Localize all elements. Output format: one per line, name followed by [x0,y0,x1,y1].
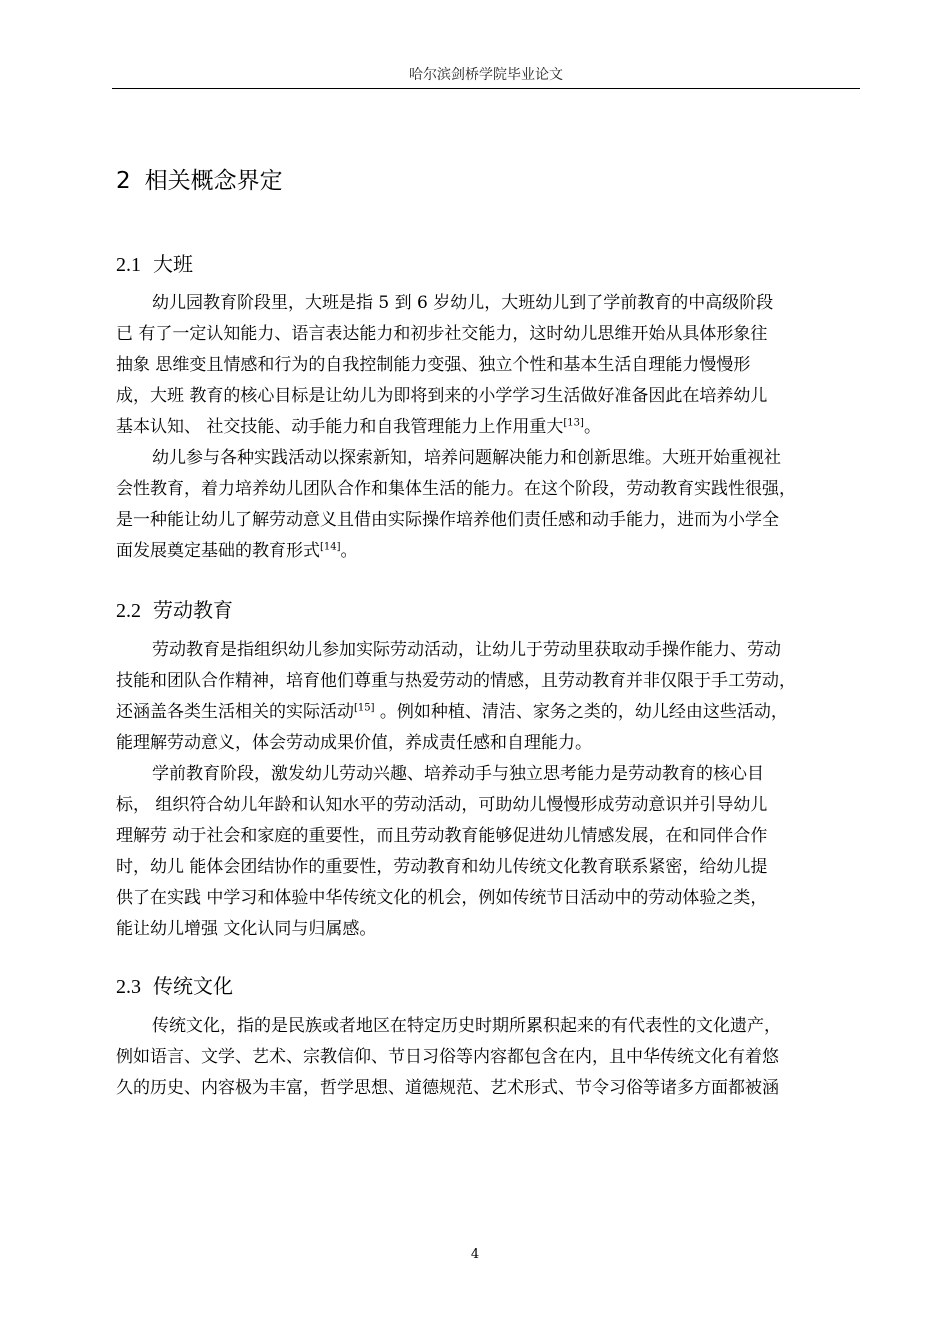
text-line: 学前教育阶段，激发幼儿劳动兴趣、培养动手与独立思考能力是劳动教育的核心目 [152,764,764,784]
section-heading-2-1 [116,248,193,277]
text-tail: 。 [340,541,358,561]
citation-ref: [15] [354,702,375,714]
text-line: 是一种能让幼儿了解劳动意义且借由实际操作培养他们责任感和动手能力，进而为小学全 [116,510,779,530]
paragraph-2-1-b [116,443,866,567]
text-line: 久的历史、内容极为丰富，哲学思想、道德规范、艺术形式、节令习俗等诸多方面都被涵 [116,1078,779,1098]
paragraph-2-2-a [116,635,866,759]
text-line: 供了在实践 中学习和体验中华传统文化的机会，例如传统节日活动中的劳动体验之类， [116,888,768,908]
citation-ref: [14] [320,541,341,553]
text-line: 能让幼儿增强 文化认同与归属感。 [116,919,377,939]
text-line: 劳动教育是指组织幼儿参加实际劳动活动，让幼儿于劳动里获取动手操作能力、劳动 [152,640,781,660]
section-title: 大班 [153,252,193,276]
text-line: 基本认知、 社交技能、动手能力和自我管理能力上作用重大 [116,417,564,437]
text-line: 例如语言、文学、艺术、宗教信仰、节日习俗等内容都包含在内，且中华传统文化有着悠 [116,1047,779,1067]
header-divider [112,88,860,89]
text-line: 技能和团队合作精神，培育他们尊重与热爱劳动的情感，且劳动教育并非仅限于手工劳动， [116,671,796,691]
text-line: 时，幼儿 能体会团结协作的重要性，劳动教育和幼儿传统文化教育联系紧密，给幼儿提 [116,857,768,877]
text-line: 面发展奠定基础的教育形式 [116,541,320,561]
section-title: 传统文化 [153,974,233,998]
text-line: 抽象 思维变且情感和行为的自我控制能力变强、独立个性和基本生活自理能力慢慢形 [116,355,751,375]
chapter-number: 2 [116,168,131,194]
text-line: 幼儿园教育阶段里，大班是指 5 到 6 岁幼儿，大班幼儿到了学前教育的中高级阶段 [152,293,774,313]
text-line: 。例如种植、清洁、家务之类的，幼儿经由这些活动， [374,702,788,722]
text-line: 幼儿参与各种实践活动以探索新知，培养问题解决能力和创新思维。大班开始重视社 [152,448,781,468]
text-line: 会性教育，着力培养幼儿团队合作和集体生活的能力。在这个阶段，劳动教育实践性很强， [116,479,796,499]
text-line-with-ref [116,697,866,728]
chapter-title: 相关概念界定 [144,168,283,194]
text-line: 标， 组织符合幼儿年龄和认知水平的劳动活动，可助幼儿慢慢形成劳动意识并引导幼儿 [116,795,768,815]
text-line-with-ref [116,536,866,567]
running-header: 哈尔滨剑桥学院毕业论文 [409,67,563,83]
text-line: 能理解劳动意义，体会劳动成果价值，养成责任感和自理能力。 [116,733,592,753]
paragraph-2-1-a [116,288,866,443]
section-number: 2.3 [116,976,141,998]
text-line: 理解劳 动于社会和家庭的重要性，而且劳动教育能够促进幼儿情感发展，在和同伴合作 [116,826,768,846]
section-number: 2.1 [116,254,141,276]
text-line-with-ref [116,412,866,443]
text-line: 已 有了一定认知能力、语言表达能力和初步社交能力，这时幼儿思维开始从具体形象往 [116,324,768,344]
section-title: 劳动教育 [153,598,233,622]
section-heading-2-2 [116,594,233,623]
section-heading-2-3 [116,970,233,999]
text-tail: 。 [583,417,601,437]
paragraph-2-2-b [116,759,866,945]
text-line: 传统文化，指的是民族或者地区在特定历史时期所累积起来的有代表性的文化遗产， [152,1016,781,1036]
text-line: 成，大班 教育的核心目标是让幼儿为即将到来的小学学习生活做好准备因此在培养幼儿 [116,386,768,406]
citation-ref: [13] [563,417,584,429]
paragraph-2-3-a [116,1011,866,1104]
chapter-heading [116,162,283,195]
text-line: 还涵盖各类生活相关的实际活动 [116,702,354,722]
page-number: 4 [470,1247,480,1262]
section-number: 2.2 [116,600,141,622]
